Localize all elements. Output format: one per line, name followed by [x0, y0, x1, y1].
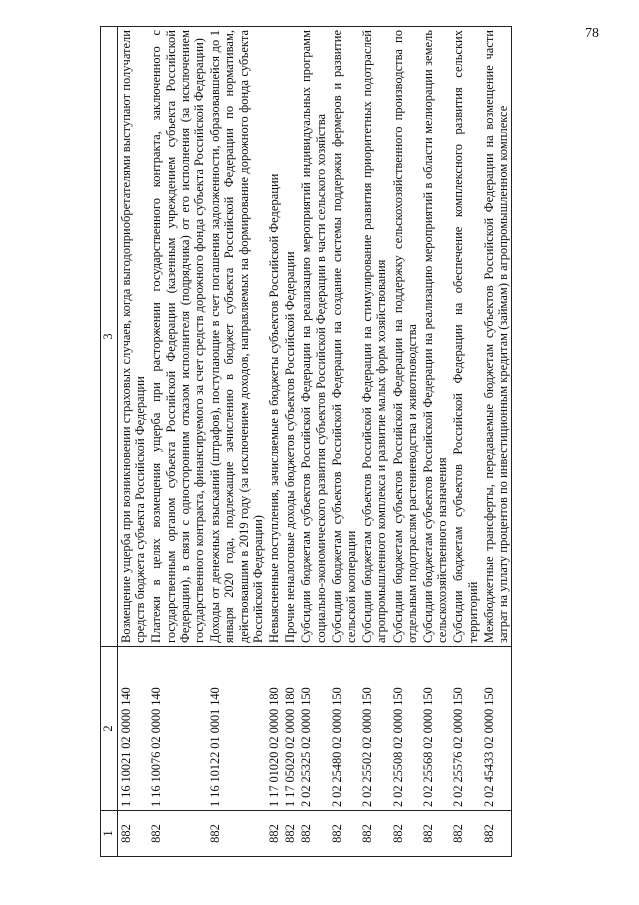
budget-code-cell: 2 02 45433 02 0000 150	[481, 647, 512, 811]
table-row	[282, 27, 298, 857]
budget-code-cell: 1 16 10076 02 0000 140	[148, 647, 207, 811]
table-row	[420, 27, 450, 857]
table-header-row	[101, 27, 118, 857]
table-row	[481, 27, 512, 857]
table-body	[118, 27, 512, 857]
description-cell: Прочие неналоговые доходы бюджетов субъектов Российской Федерации	[282, 27, 298, 647]
description-cell: Невыясненные поступления, зачисляемые в бюджеты субъектов Российской Федерации	[266, 27, 282, 647]
column-header-1: 1	[101, 811, 118, 857]
table-row	[148, 27, 207, 857]
admin-code-cell: 882	[118, 811, 149, 857]
description-cell: Возмещение ущерба при возникновении страховых случаев, когда выгодоприобретателями выступают получатели средств бюджета субъекта Российской Федерации	[118, 27, 149, 647]
table-row	[359, 27, 389, 857]
column-header-2: 2	[101, 647, 118, 811]
admin-code-cell: 882	[359, 811, 389, 857]
description-cell: Межбюджетные трансферты, передаваемые бюджетам субъектов Российской Федерации на возмещение части затрат на уплату процентов по инвестиционным кредитам (займам) в агропромышленном комплексе	[481, 27, 512, 647]
table-row	[207, 27, 266, 857]
budget-code-cell: 2 02 25576 02 0000 150	[450, 647, 480, 811]
description-cell: Субсидии бюджетам субъектов Российской Федерации на обеспечение комплексного развития сельских территорий	[450, 27, 480, 647]
table-row	[266, 27, 282, 857]
admin-code-cell: 882	[148, 811, 207, 857]
budget-code-cell: 1 17 01020 02 0000 180	[266, 647, 282, 811]
admin-code-cell: 882	[282, 811, 298, 857]
budget-code-cell: 1 17 05020 02 0000 180	[282, 647, 298, 811]
table-row	[390, 27, 420, 857]
admin-code-cell: 882	[207, 811, 266, 857]
table-row	[450, 27, 480, 857]
table-row	[298, 27, 328, 857]
admin-code-cell: 882	[420, 811, 450, 857]
description-cell: Субсидии бюджетам субъектов Российской Федерации на поддержку сельскохозяйственного производства по отдельным подотраслям растениеводства и животноводства	[390, 27, 420, 647]
budget-code-cell: 2 02 25502 02 0000 150	[359, 647, 389, 811]
description-cell: Субсидии бюджетам субъектов Российской Федерации на создание системы поддержки фермеров и развитие сельской кооперации	[329, 27, 359, 647]
description-cell: Субсидии бюджетам субъектов Российской Федерации на стимулирование развития приоритетных подотраслей агропромышленного комплекса и развитие малых форм хозяйствования	[359, 27, 389, 647]
page-number: 78	[585, 26, 599, 41]
budget-code-cell: 2 02 25325 02 0000 150	[298, 647, 328, 811]
admin-code-cell: 882	[450, 811, 480, 857]
budget-code-cell: 2 02 25508 02 0000 150	[390, 647, 420, 811]
table-row	[329, 27, 359, 857]
admin-code-cell: 882	[390, 811, 420, 857]
admin-code-cell: 882	[329, 811, 359, 857]
admin-code-cell: 882	[298, 811, 328, 857]
budget-code-cell: 1 16 10122 01 0001 140	[207, 647, 266, 811]
table-row	[118, 27, 149, 857]
admin-code-cell: 882	[266, 811, 282, 857]
budget-code-cell: 1 16 10021 02 0000 140	[118, 647, 149, 811]
description-cell: Доходы от денежных взысканий (штрафов), поступающие в счет погашения задолженности, образовавшейся до 1 января 2020 года, подлежащие зачислению в бюджет субъекта Российской Федерации по нормативам, действовавшим в 2019 году (за исключением доходов, направляемых на формирование дорожного фонда субъекта Российской Федерации)	[207, 27, 266, 647]
description-cell: Платежи в целях возмещения ущерба при расторжении государственного контракта, заключенного с государственным органом субъекта Российской Федерации (казенным учреждением субъекта Российской Федерации), в связи с односторонним отказом исполнителя (подрядчика) от его исполнения (за исключением государственного контракта, финансируемого за счет средств дорожного фонда субъекта Российской Федерации)	[148, 27, 207, 647]
budget-code-cell: 2 02 25480 02 0000 150	[329, 647, 359, 811]
rotated-table-sheet	[100, 27, 639, 857]
budget-code-cell: 2 02 25568 02 0000 150	[420, 647, 450, 811]
admin-code-cell: 882	[481, 811, 512, 857]
description-cell: Субсидии бюджетам субъектов Российской Федерации на реализацию мероприятий индивидуальных программ социально-экономического развития субъектов Российской Федерации в части сельского хозяйства	[298, 27, 328, 647]
description-cell: Субсидии бюджетам субъектов Российской Федерации на реализацию мероприятий в области мелиорации земель сельскохозяйственного назначения	[420, 27, 450, 647]
column-header-3: 3	[101, 27, 118, 647]
revenue-codes-table	[100, 26, 512, 857]
